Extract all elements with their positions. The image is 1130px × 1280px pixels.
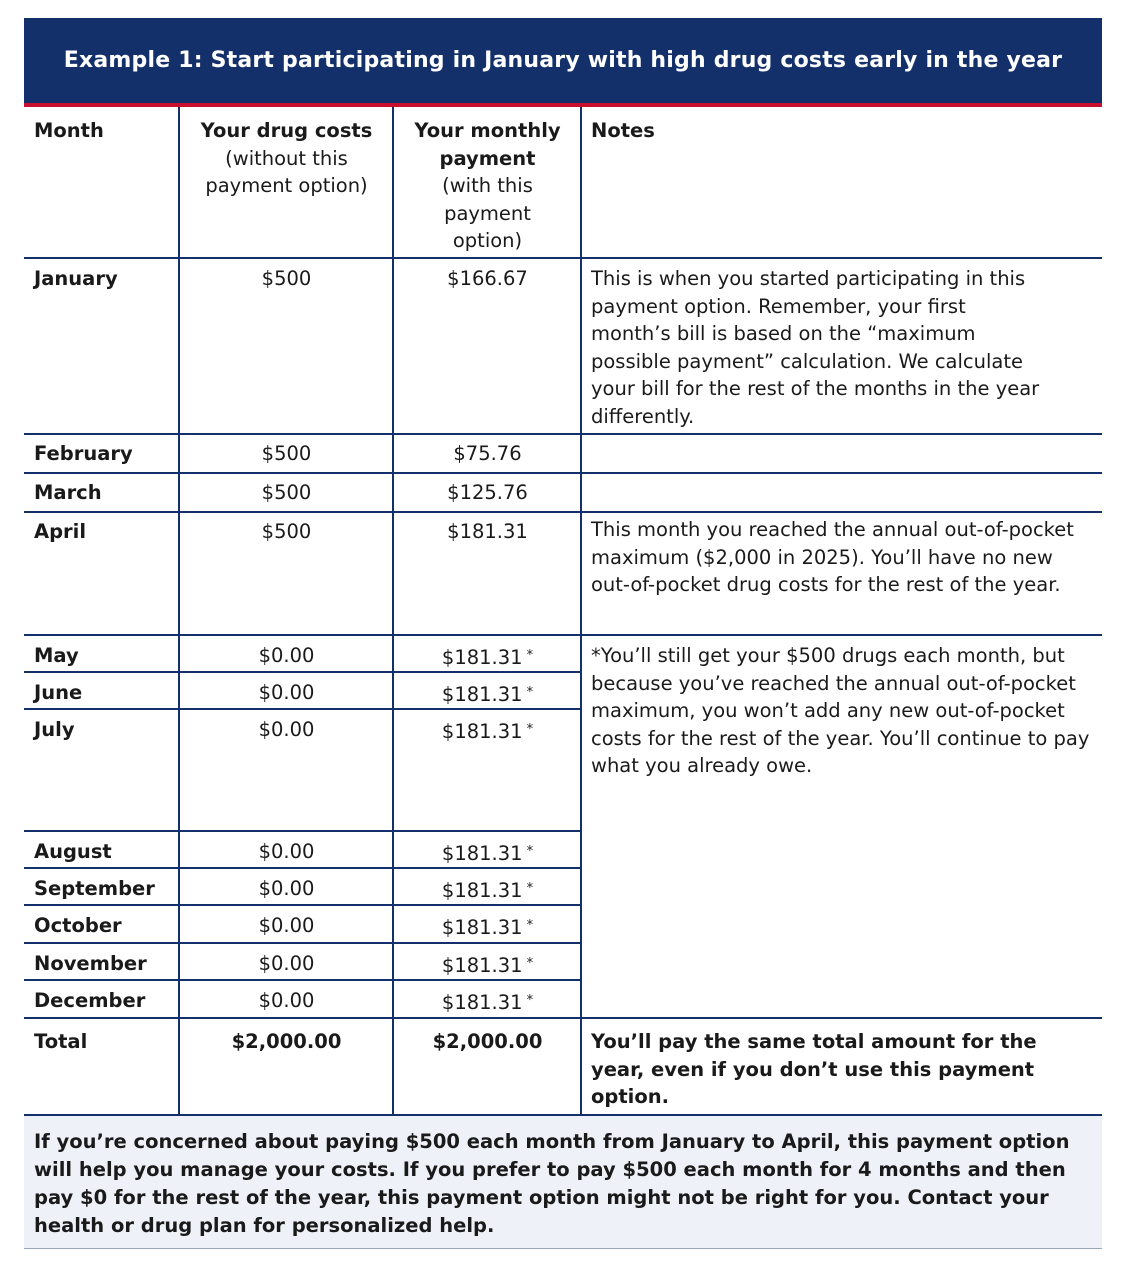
payment-value: $181.31 <box>441 683 523 706</box>
header-month: Month <box>34 119 104 142</box>
row-divider <box>24 979 581 981</box>
cost-cell: $500 <box>261 442 312 465</box>
month-cell: May <box>34 644 79 667</box>
month-cell: August <box>34 840 112 863</box>
payment-cell: $125.76 <box>447 481 528 504</box>
note-may: *You’ll still get your $500 drugs each month, but because you’ve reached the annual out-of-pocket maximum, you won’t add any new out-of-pocket costs for the rest of the year. You’ll continue to pay what you already owe. <box>591 644 1090 777</box>
row-divider <box>24 671 581 673</box>
row-divider <box>24 1017 1102 1019</box>
footnote-marker: * <box>526 722 534 737</box>
header-monthly-title: Your monthly payment <box>414 119 561 170</box>
footer-note: If you’re concerned about paying $500 each month from January to April, this payment option will help you manage your costs. If you prefer to pay $500 each month for 4 months and then pay $0 for the rest of the year, this payment option might not be right for you. Contact your health or drug plan for personalized help. <box>24 1116 1102 1249</box>
footnote-marker: * <box>526 685 534 700</box>
total-note: You’ll pay the same total amount for the year, even if you don’t use this payment option. <box>591 1030 1037 1108</box>
example-table <box>24 18 1102 1119</box>
row-divider <box>24 257 1102 259</box>
payment-value: $181.31 <box>441 954 523 977</box>
cost-cell: $0.00 <box>258 840 315 863</box>
row-divider <box>24 511 1102 513</box>
note-april: This month you reached the annual out-of-pocket maximum ($2,000 in 2025). You’ll have no new out-of-pocket drug costs for the rest of the year. <box>591 518 1074 596</box>
payment-cell <box>394 716 581 746</box>
footer-divider <box>24 1248 1102 1249</box>
payment-cell <box>394 912 581 942</box>
footnote-marker: * <box>526 993 534 1008</box>
cost-cell: $0.00 <box>258 681 315 704</box>
row-divider <box>24 433 1102 435</box>
payment-value: $181.31 <box>441 916 523 939</box>
footnote-marker: * <box>526 881 534 896</box>
payment-value: $181.31 <box>441 646 523 669</box>
footnote-marker: * <box>526 956 534 971</box>
payment-value: $181.31 <box>441 991 523 1014</box>
payment-value: $181.31 <box>441 842 523 865</box>
payment-cell <box>394 950 581 980</box>
cost-cell: $0.00 <box>258 952 315 975</box>
header-monthly-sub: (with this payment option) <box>442 174 533 252</box>
month-cell: July <box>34 718 75 741</box>
payment-value: $181.31 <box>441 879 523 902</box>
header-drug-costs-title: Your drug costs <box>200 119 373 142</box>
footnote-marker: * <box>526 918 534 933</box>
cost-cell: $500 <box>261 481 312 504</box>
month-cell: April <box>34 520 87 543</box>
table-title: Example 1: Start participating in January with high drug costs early in the year <box>24 18 1102 103</box>
row-divider <box>24 708 581 710</box>
header-drug-costs <box>180 117 393 200</box>
payment-cell <box>394 875 581 905</box>
month-cell: October <box>34 914 122 937</box>
month-cell: February <box>34 442 133 465</box>
cost-cell: $0.00 <box>258 877 315 900</box>
month-cell: June <box>34 681 83 704</box>
row-divider <box>24 830 581 832</box>
payment-cell <box>394 987 581 1017</box>
row-divider <box>24 472 1102 474</box>
cost-cell: $0.00 <box>258 989 315 1012</box>
cost-cell: $500 <box>261 520 312 543</box>
note-january: This is when you started participating in this payment option. Remember, your first month’s bill is based on the “maximum possible payment” calculation. We calculate your bill for the rest of the months in the year differently. <box>591 267 1040 428</box>
header-monthly-payment <box>394 117 581 255</box>
payment-cell <box>394 642 581 672</box>
footnote-marker: * <box>526 844 534 859</box>
footnote-marker: * <box>526 648 534 663</box>
total-cost: $2,000.00 <box>231 1030 342 1053</box>
header-notes: Notes <box>591 119 655 142</box>
payment-cell <box>394 679 581 709</box>
month-cell: November <box>34 952 147 975</box>
cost-cell: $0.00 <box>258 644 315 667</box>
cost-cell: $0.00 <box>258 914 315 937</box>
row-divider <box>24 634 1102 636</box>
header-drug-costs-sub: (without this payment option) <box>205 146 368 197</box>
month-cell: September <box>34 877 155 900</box>
payment-value: $181.31 <box>441 720 523 743</box>
payment-cell: $181.31 <box>447 520 528 543</box>
payment-cell: $166.67 <box>447 267 528 290</box>
table-body <box>24 107 1102 1119</box>
month-cell: March <box>34 481 102 504</box>
cost-cell: $0.00 <box>258 718 315 741</box>
payment-cell: $75.76 <box>453 442 522 465</box>
total-payment: $2,000.00 <box>432 1030 543 1053</box>
payment-cell <box>394 838 581 868</box>
row-divider <box>24 867 581 869</box>
month-cell: December <box>34 989 146 1012</box>
row-divider <box>24 904 581 906</box>
total-label: Total <box>34 1030 88 1053</box>
month-cell: January <box>34 267 118 290</box>
cost-cell: $500 <box>261 267 312 290</box>
row-divider <box>24 942 581 944</box>
